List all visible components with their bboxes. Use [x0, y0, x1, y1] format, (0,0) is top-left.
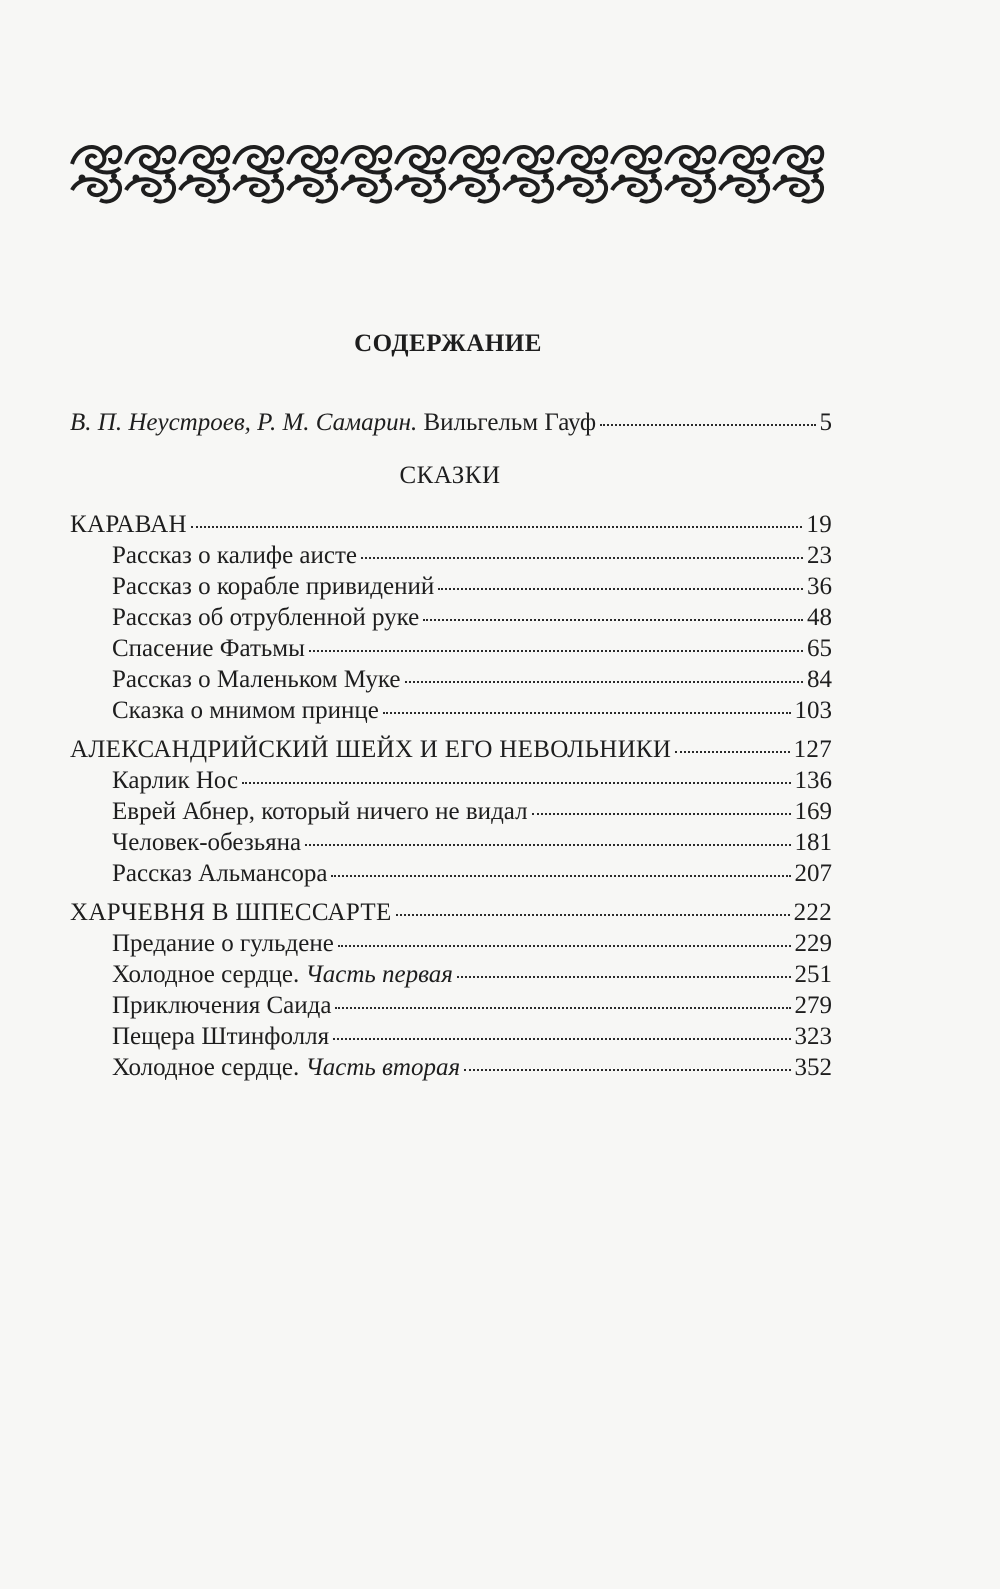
toc-entry-label: Рассказ об отрубленной руке — [112, 604, 420, 631]
toc-page-number: 48 — [807, 604, 832, 631]
toc-entry[interactable] — [70, 898, 832, 928]
toc-entry-label: ХАРЧЕВНЯ В ШПЕССАРТЕ — [70, 899, 392, 926]
toc-page-number: 19 — [806, 511, 832, 538]
toc-entry[interactable] — [112, 828, 832, 858]
toc-intro-entry[interactable] — [70, 408, 832, 438]
toc-page-number: 169 — [794, 798, 832, 825]
toc-entry[interactable] — [112, 797, 832, 827]
toc-entry-label: АЛЕКСАНДРИЙСКИЙ ШЕЙХ И ЕГО НЕВОЛЬНИКИ — [70, 736, 672, 763]
toc-entry-label: Предание о гульдене — [112, 930, 334, 957]
toc-entry-label: Человек-обезьяна — [112, 829, 302, 856]
toc-entry[interactable] — [112, 960, 832, 990]
toc-page-number: 323 — [794, 1023, 832, 1050]
leader-dots — [383, 712, 791, 714]
toc-intro-title: Вильгельм Гауф — [423, 409, 597, 436]
toc-entry[interactable] — [112, 603, 832, 633]
toc-entry[interactable] — [112, 991, 832, 1021]
toc-page-number: 84 — [807, 666, 832, 693]
toc-entry-label: Приключения Саида — [112, 992, 332, 1019]
leader-dots — [675, 751, 789, 753]
toc-entry-label: Рассказ о корабле привидений — [112, 573, 435, 600]
toc-entry[interactable] — [112, 929, 832, 959]
toc-page-number: 65 — [807, 635, 832, 662]
toc-entry[interactable] — [112, 572, 832, 602]
toc-page-number: 23 — [807, 542, 832, 569]
leader-dots — [361, 557, 803, 559]
leader-dots — [305, 844, 790, 846]
toc-entry[interactable] — [70, 510, 832, 540]
leader-dots — [457, 976, 791, 978]
toc-page-number: 127 — [793, 736, 832, 763]
leader-dots — [600, 424, 815, 426]
toc-entry-label: Карлик Нос — [112, 767, 239, 794]
toc-entry[interactable] — [112, 634, 832, 664]
toc-entry-label: Холодное сердце. — [112, 1054, 300, 1081]
leader-dots — [191, 526, 803, 528]
toc-entry-part: Часть вторая — [305, 1054, 461, 1081]
toc-entry[interactable] — [112, 696, 832, 726]
toc-page-number: 222 — [793, 899, 832, 926]
toc-page-number: 279 — [794, 992, 832, 1019]
toc-page-number: 5 — [819, 409, 832, 436]
leader-dots — [333, 1038, 790, 1040]
leader-dots — [309, 650, 803, 652]
leader-dots — [405, 681, 803, 683]
toc-entry-label: Сказка о мнимом принце — [112, 697, 379, 724]
toc-entry[interactable] — [112, 1053, 832, 1083]
toc-entry-label: Рассказ о калифе аисте — [112, 542, 358, 569]
toc-page-number: 229 — [794, 930, 832, 957]
leader-dots — [423, 619, 803, 621]
leader-dots — [396, 914, 790, 916]
toc-entry-part: Часть первая — [305, 961, 453, 988]
toc-page-number: 36 — [807, 573, 832, 600]
leader-dots — [464, 1069, 790, 1071]
leader-dots — [338, 945, 791, 947]
toc-entry[interactable] — [112, 665, 832, 695]
toc-entry[interactable] — [112, 859, 832, 889]
leader-dots — [532, 813, 791, 815]
page-title: СОДЕРЖАНИЕ — [354, 330, 542, 357]
toc-intro-authors: В. П. Неустроев, Р. М. Самарин. — [70, 409, 418, 436]
toc-page-number: 136 — [794, 767, 832, 794]
toc-entry[interactable] — [70, 735, 832, 765]
toc-entry-label: Пещера Штинфолля — [112, 1023, 330, 1050]
toc-page-number: 207 — [794, 860, 832, 887]
toc-entry-label: Холодное сердце. — [112, 961, 300, 988]
floral-scroll-border-icon — [70, 138, 834, 208]
toc-entry-label: Рассказ Альмансора — [112, 860, 328, 887]
leader-dots — [242, 782, 790, 784]
toc-entry-label: Еврей Абнер, который ничего не видал — [112, 798, 528, 825]
toc-page-number: 181 — [794, 829, 832, 856]
section-title: СКАЗКИ — [399, 462, 501, 489]
leader-dots — [335, 1007, 790, 1009]
toc-page-number: 103 — [794, 697, 832, 724]
leader-dots — [331, 875, 790, 877]
toc-entry[interactable] — [112, 541, 832, 571]
toc-page-number: 251 — [794, 961, 832, 988]
toc-entry-label: Рассказ о Маленьком Муке — [112, 666, 401, 693]
leader-dots — [438, 588, 803, 590]
toc-entry[interactable] — [112, 766, 832, 796]
toc-entry-label: Спасение Фатьмы — [112, 635, 305, 662]
toc-entry[interactable] — [112, 1022, 832, 1052]
toc-page-number: 352 — [794, 1054, 832, 1081]
toc-entry-label: КАРАВАН — [70, 511, 187, 538]
